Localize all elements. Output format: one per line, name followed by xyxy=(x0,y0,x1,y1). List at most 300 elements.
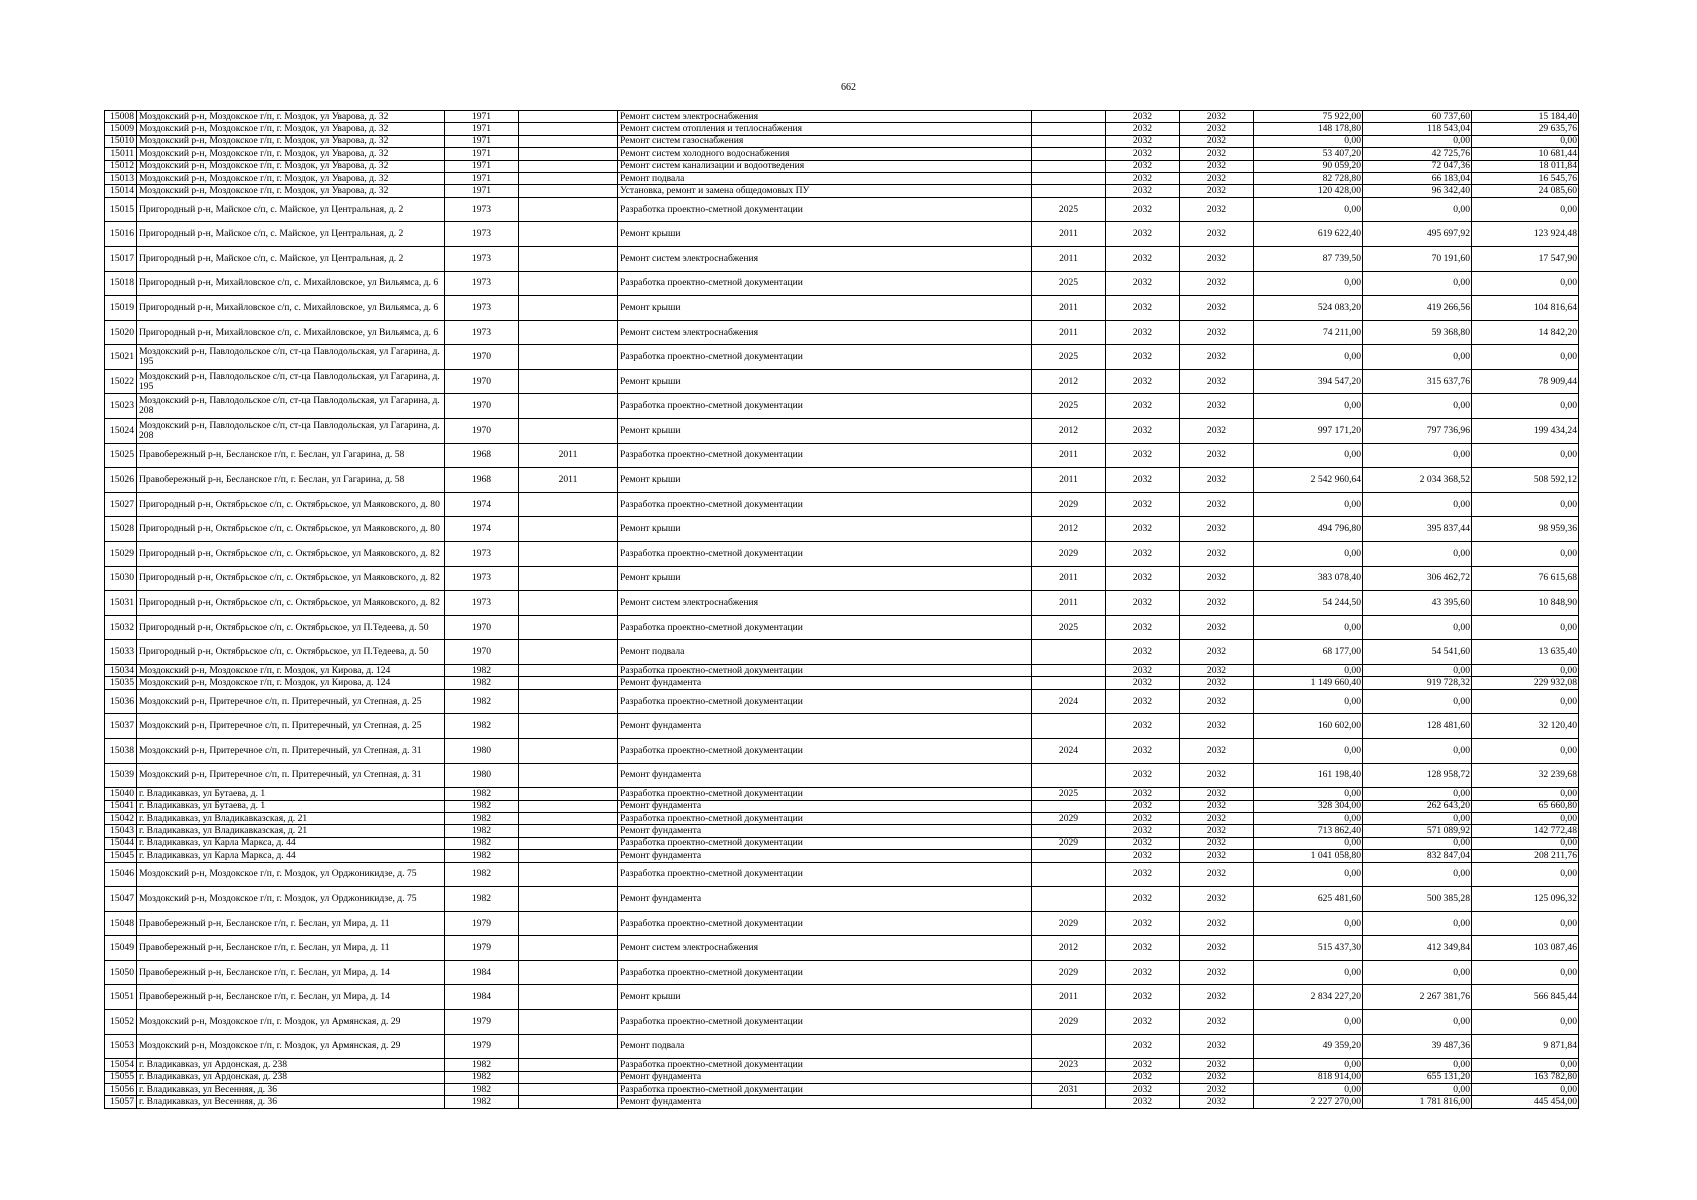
row-number: 15042 xyxy=(105,812,137,824)
fund-cost-cell: 1 781 816,00 xyxy=(1363,1096,1472,1108)
table-row xyxy=(105,640,1579,665)
last-repair-year-cell: 2012 xyxy=(1032,419,1106,444)
year-built-cell: 1971 xyxy=(445,160,519,172)
address-cell: Пригородный р-н, Михайловское с/п, с. Михайловское, ул Вильямса, д. 6 xyxy=(137,271,445,296)
row-number: 15025 xyxy=(105,443,137,468)
fund-cost-cell: 43 395,60 xyxy=(1363,591,1472,616)
table-row xyxy=(105,320,1579,345)
year-built-cell: 1984 xyxy=(445,985,519,1010)
work-type-cell: Ремонт крыши xyxy=(618,566,1032,591)
work-type-cell: Ремонт фундамента xyxy=(618,714,1032,739)
year-commissioned-cell xyxy=(519,1010,618,1035)
owners-cost-cell: 163 782,80 xyxy=(1472,1071,1579,1083)
work-type-cell: Разработка проектно-сметной документации xyxy=(618,542,1032,567)
fund-cost-cell: 500 385,28 xyxy=(1363,887,1472,912)
last-repair-year-cell xyxy=(1032,1034,1106,1059)
owners-cost-cell: 10 848,90 xyxy=(1472,591,1579,616)
plan-end-year-cell: 2032 xyxy=(1180,271,1254,296)
plan-end-year-cell: 2032 xyxy=(1180,135,1254,147)
address-cell: Пригородный р-н, Октябрьское с/п, с. Октябрьское, ул Маяковского, д. 82 xyxy=(137,591,445,616)
plan-end-year-cell: 2032 xyxy=(1180,160,1254,172)
table-row xyxy=(105,296,1579,321)
plan-end-year-cell: 2032 xyxy=(1180,222,1254,247)
last-repair-year-cell: 2012 xyxy=(1032,369,1106,394)
page-number: 662 xyxy=(841,82,856,93)
year-commissioned-cell xyxy=(519,825,618,837)
row-number: 15015 xyxy=(105,197,137,222)
total-cost-cell: 0,00 xyxy=(1254,135,1363,147)
owners-cost-cell: 98 959,36 xyxy=(1472,517,1579,542)
table-row xyxy=(105,985,1579,1010)
plan-end-year-cell: 2032 xyxy=(1180,1084,1254,1096)
row-number: 15020 xyxy=(105,320,137,345)
year-commissioned-cell xyxy=(519,640,618,665)
plan-end-year-cell: 2032 xyxy=(1180,788,1254,800)
plan-start-year-cell: 2032 xyxy=(1106,394,1180,419)
last-repair-year-cell xyxy=(1032,850,1106,862)
fund-cost-cell: 0,00 xyxy=(1363,788,1472,800)
table-row xyxy=(105,763,1579,788)
owners-cost-cell: 76 615,68 xyxy=(1472,566,1579,591)
plan-end-year-cell: 2032 xyxy=(1180,887,1254,912)
work-type-cell: Ремонт крыши xyxy=(618,468,1032,493)
row-number: 15035 xyxy=(105,677,137,689)
plan-start-year-cell: 2032 xyxy=(1106,172,1180,184)
row-number: 15037 xyxy=(105,714,137,739)
total-cost-cell: 120 428,00 xyxy=(1254,185,1363,197)
year-commissioned-cell xyxy=(519,542,618,567)
plan-end-year-cell: 2032 xyxy=(1180,1059,1254,1071)
total-cost-cell: 0,00 xyxy=(1254,911,1363,936)
row-number: 15036 xyxy=(105,689,137,714)
address-cell: г. Владикавказ, ул Весенняя, д. 36 xyxy=(137,1084,445,1096)
last-repair-year-cell xyxy=(1032,123,1106,135)
work-type-cell: Ремонт систем электроснабжения xyxy=(618,936,1032,961)
address-cell: г. Владикавказ, ул Владикавказская, д. 21 xyxy=(137,812,445,824)
total-cost-cell: 997 171,20 xyxy=(1254,419,1363,444)
address-cell: Моздокский р-н, Моздокское г/п, г. Моздок, ул Армянская, д. 29 xyxy=(137,1034,445,1059)
fund-cost-cell: 0,00 xyxy=(1363,345,1472,370)
row-number: 15043 xyxy=(105,825,137,837)
year-commissioned-cell xyxy=(519,185,618,197)
owners-cost-cell: 0,00 xyxy=(1472,960,1579,985)
plan-end-year-cell: 2032 xyxy=(1180,738,1254,763)
plan-start-year-cell: 2032 xyxy=(1106,936,1180,961)
year-commissioned-cell xyxy=(519,123,618,135)
fund-cost-cell: 0,00 xyxy=(1363,960,1472,985)
works-table xyxy=(104,110,1579,1109)
owners-cost-cell: 0,00 xyxy=(1472,911,1579,936)
plan-start-year-cell: 2032 xyxy=(1106,419,1180,444)
owners-cost-cell: 32 239,68 xyxy=(1472,763,1579,788)
total-cost-cell: 713 862,40 xyxy=(1254,825,1363,837)
last-repair-year-cell xyxy=(1032,1096,1106,1108)
plan-end-year-cell: 2032 xyxy=(1180,345,1254,370)
table-row xyxy=(105,566,1579,591)
plan-start-year-cell: 2032 xyxy=(1106,271,1180,296)
work-type-cell: Ремонт систем канализации и водоотведения xyxy=(618,160,1032,172)
year-commissioned-cell xyxy=(519,394,618,419)
work-type-cell: Ремонт фундамента xyxy=(618,850,1032,862)
plan-start-year-cell: 2032 xyxy=(1106,788,1180,800)
row-number: 15051 xyxy=(105,985,137,1010)
fund-cost-cell: 0,00 xyxy=(1363,812,1472,824)
year-built-cell: 1980 xyxy=(445,763,519,788)
last-repair-year-cell xyxy=(1032,148,1106,160)
total-cost-cell: 1 149 660,40 xyxy=(1254,677,1363,689)
owners-cost-cell: 445 454,00 xyxy=(1472,1096,1579,1108)
table-row xyxy=(105,1010,1579,1035)
address-cell: Правобережный р-н, Беcланское г/п, г. Беслан, ул Мира, д. 14 xyxy=(137,985,445,1010)
plan-end-year-cell: 2032 xyxy=(1180,394,1254,419)
address-cell: Пригородный р-н, Майское с/п, с. Майское, ул Центральная, д. 2 xyxy=(137,246,445,271)
fund-cost-cell: 66 183,04 xyxy=(1363,172,1472,184)
year-commissioned-cell xyxy=(519,714,618,739)
plan-end-year-cell: 2032 xyxy=(1180,812,1254,824)
last-repair-year-cell: 2029 xyxy=(1032,911,1106,936)
work-type-cell: Ремонт крыши xyxy=(618,985,1032,1010)
fund-cost-cell: 70 191,60 xyxy=(1363,246,1472,271)
work-type-cell: Разработка проектно-сметной документации xyxy=(618,911,1032,936)
plan-end-year-cell: 2032 xyxy=(1180,837,1254,849)
plan-start-year-cell: 2032 xyxy=(1106,738,1180,763)
plan-end-year-cell: 2032 xyxy=(1180,542,1254,567)
total-cost-cell: 2 542 960,64 xyxy=(1254,468,1363,493)
address-cell: Моздокский р-н, Павлодольское с/п, ст-ца Павлодольская, ул Гагарина, д. 208 xyxy=(137,419,445,444)
address-cell: Моздокский р-н, Моздокское г/п, г. Моздок, ул Уварова, д. 32 xyxy=(137,160,445,172)
work-type-cell: Ремонт крыши xyxy=(618,517,1032,542)
work-type-cell: Разработка проектно-сметной документации xyxy=(618,960,1032,985)
plan-start-year-cell: 2032 xyxy=(1106,800,1180,812)
total-cost-cell: 53 407,20 xyxy=(1254,148,1363,160)
row-number: 15029 xyxy=(105,542,137,567)
plan-start-year-cell: 2032 xyxy=(1106,812,1180,824)
year-commissioned-cell xyxy=(519,1084,618,1096)
plan-start-year-cell: 2032 xyxy=(1106,1084,1180,1096)
total-cost-cell: 74 211,00 xyxy=(1254,320,1363,345)
table-row xyxy=(105,443,1579,468)
table-body xyxy=(105,111,1579,1109)
row-number: 15056 xyxy=(105,1084,137,1096)
address-cell: Пригородный р-н, Октябрьское с/п, с. Октябрьское, ул Маяковского, д. 82 xyxy=(137,566,445,591)
plan-end-year-cell: 2032 xyxy=(1180,911,1254,936)
last-repair-year-cell xyxy=(1032,172,1106,184)
total-cost-cell: 0,00 xyxy=(1254,960,1363,985)
total-cost-cell: 49 359,20 xyxy=(1254,1034,1363,1059)
last-repair-year-cell: 2011 xyxy=(1032,246,1106,271)
year-built-cell: 1974 xyxy=(445,517,519,542)
address-cell: Пригородный р-н, Октябрьское с/п, с. Октябрьское, ул Маяковского, д. 80 xyxy=(137,517,445,542)
year-commissioned-cell: 2011 xyxy=(519,443,618,468)
plan-end-year-cell: 2032 xyxy=(1180,862,1254,887)
owners-cost-cell: 104 816,64 xyxy=(1472,296,1579,321)
fund-cost-cell: 0,00 xyxy=(1363,197,1472,222)
work-type-cell: Ремонт подвала xyxy=(618,1034,1032,1059)
address-cell: Моздокский р-н, Павлодольское с/п, ст-ца Павлодольская, ул Гагарина, д. 195 xyxy=(137,369,445,394)
total-cost-cell: 0,00 xyxy=(1254,443,1363,468)
year-built-cell: 1973 xyxy=(445,246,519,271)
plan-start-year-cell: 2032 xyxy=(1106,148,1180,160)
plan-end-year-cell: 2032 xyxy=(1180,246,1254,271)
year-built-cell: 1970 xyxy=(445,640,519,665)
owners-cost-cell: 16 545,76 xyxy=(1472,172,1579,184)
year-built-cell: 1982 xyxy=(445,1084,519,1096)
table-row xyxy=(105,542,1579,567)
year-built-cell: 1982 xyxy=(445,800,519,812)
plan-end-year-cell: 2032 xyxy=(1180,960,1254,985)
total-cost-cell: 524 083,20 xyxy=(1254,296,1363,321)
row-number: 15055 xyxy=(105,1071,137,1083)
address-cell: Моздокский р-н, Павлодольское с/п, ст-ца Павлодольская, ул Гагарина, д. 208 xyxy=(137,394,445,419)
last-repair-year-cell: 2011 xyxy=(1032,296,1106,321)
plan-start-year-cell: 2032 xyxy=(1106,542,1180,567)
owners-cost-cell: 0,00 xyxy=(1472,812,1579,824)
fund-cost-cell: 0,00 xyxy=(1363,1010,1472,1035)
row-number: 15026 xyxy=(105,468,137,493)
total-cost-cell: 2 834 227,20 xyxy=(1254,985,1363,1010)
owners-cost-cell: 123 924,48 xyxy=(1472,222,1579,247)
plan-end-year-cell: 2032 xyxy=(1180,369,1254,394)
fund-cost-cell: 0,00 xyxy=(1363,665,1472,677)
plan-end-year-cell: 2032 xyxy=(1180,1034,1254,1059)
owners-cost-cell: 10 681,44 xyxy=(1472,148,1579,160)
table-row xyxy=(105,517,1579,542)
address-cell: Моздокский р-н, Притеречное с/п, п. Притеречный, ул Степная, д. 25 xyxy=(137,689,445,714)
year-built-cell: 1982 xyxy=(445,862,519,887)
total-cost-cell: 0,00 xyxy=(1254,689,1363,714)
table-row xyxy=(105,825,1579,837)
plan-end-year-cell: 2032 xyxy=(1180,800,1254,812)
year-built-cell: 1984 xyxy=(445,960,519,985)
total-cost-cell: 82 728,80 xyxy=(1254,172,1363,184)
owners-cost-cell: 125 096,32 xyxy=(1472,887,1579,912)
fund-cost-cell: 42 725,76 xyxy=(1363,148,1472,160)
table-row xyxy=(105,812,1579,824)
table-row xyxy=(105,862,1579,887)
fund-cost-cell: 262 643,20 xyxy=(1363,800,1472,812)
fund-cost-cell: 0,00 xyxy=(1363,271,1472,296)
last-repair-year-cell: 2011 xyxy=(1032,566,1106,591)
plan-start-year-cell: 2032 xyxy=(1106,160,1180,172)
address-cell: Моздокский р-н, Моздокское г/п, г. Моздок, ул Уварова, д. 32 xyxy=(137,111,445,123)
row-number: 15021 xyxy=(105,345,137,370)
last-repair-year-cell: 2023 xyxy=(1032,1059,1106,1071)
table-row xyxy=(105,271,1579,296)
work-type-cell: Ремонт систем холодного водоснабжения xyxy=(618,148,1032,160)
total-cost-cell: 818 914,00 xyxy=(1254,1071,1363,1083)
year-built-cell: 1982 xyxy=(445,825,519,837)
address-cell: Моздокский р-н, Моздокское г/п, г. Моздок, ул Армянская, д. 29 xyxy=(137,1010,445,1035)
work-type-cell: Ремонт систем отопления и теплоснабжения xyxy=(618,123,1032,135)
address-cell: г. Владикавказ, ул Бутаева, д. 1 xyxy=(137,800,445,812)
plan-end-year-cell: 2032 xyxy=(1180,492,1254,517)
plan-start-year-cell: 2032 xyxy=(1106,468,1180,493)
plan-end-year-cell: 2032 xyxy=(1180,936,1254,961)
row-number: 15014 xyxy=(105,185,137,197)
owners-cost-cell: 0,00 xyxy=(1472,345,1579,370)
work-type-cell: Разработка проектно-сметной документации xyxy=(618,788,1032,800)
table-row xyxy=(105,665,1579,677)
table-row xyxy=(105,369,1579,394)
plan-start-year-cell: 2032 xyxy=(1106,135,1180,147)
table-row xyxy=(105,123,1579,135)
owners-cost-cell: 15 184,40 xyxy=(1472,111,1579,123)
owners-cost-cell: 508 592,12 xyxy=(1472,468,1579,493)
plan-start-year-cell: 2032 xyxy=(1106,111,1180,123)
plan-start-year-cell: 2032 xyxy=(1106,566,1180,591)
work-type-cell: Ремонт систем газоснабжения xyxy=(618,135,1032,147)
row-number: 15022 xyxy=(105,369,137,394)
work-type-cell: Ремонт крыши xyxy=(618,222,1032,247)
owners-cost-cell: 0,00 xyxy=(1472,1059,1579,1071)
work-type-cell: Ремонт подвала xyxy=(618,640,1032,665)
year-commissioned-cell xyxy=(519,1071,618,1083)
owners-cost-cell: 0,00 xyxy=(1472,665,1579,677)
plan-end-year-cell: 2032 xyxy=(1180,1071,1254,1083)
owners-cost-cell: 0,00 xyxy=(1472,788,1579,800)
row-number: 15008 xyxy=(105,111,137,123)
fund-cost-cell: 306 462,72 xyxy=(1363,566,1472,591)
year-built-cell: 1982 xyxy=(445,1071,519,1083)
address-cell: Правобережный р-н, Беcланское г/п, г. Беслан, ул Мира, д. 14 xyxy=(137,960,445,985)
plan-end-year-cell: 2032 xyxy=(1180,517,1254,542)
last-repair-year-cell xyxy=(1032,185,1106,197)
year-commissioned-cell xyxy=(519,763,618,788)
last-repair-year-cell xyxy=(1032,665,1106,677)
plan-start-year-cell: 2032 xyxy=(1106,246,1180,271)
total-cost-cell: 0,00 xyxy=(1254,812,1363,824)
year-built-cell: 1971 xyxy=(445,123,519,135)
fund-cost-cell: 571 089,92 xyxy=(1363,825,1472,837)
address-cell: Моздокский р-н, Притеречное с/п, п. Притеречный, ул Степная, д. 31 xyxy=(137,738,445,763)
table-row xyxy=(105,394,1579,419)
work-type-cell: Ремонт систем электроснабжения xyxy=(618,111,1032,123)
fund-cost-cell: 128 481,60 xyxy=(1363,714,1472,739)
last-repair-year-cell xyxy=(1032,135,1106,147)
address-cell: Пригородный р-н, Октябрьское с/п, с. Октябрьское, ул Маяковского, д. 82 xyxy=(137,542,445,567)
year-commissioned-cell xyxy=(519,320,618,345)
total-cost-cell: 625 481,60 xyxy=(1254,887,1363,912)
table-row xyxy=(105,738,1579,763)
table-row xyxy=(105,160,1579,172)
fund-cost-cell: 60 737,60 xyxy=(1363,111,1472,123)
work-type-cell: Разработка проектно-сметной документации xyxy=(618,197,1032,222)
owners-cost-cell: 9 871,84 xyxy=(1472,1034,1579,1059)
row-number: 15031 xyxy=(105,591,137,616)
table-row xyxy=(105,689,1579,714)
work-type-cell: Ремонт систем электроснабжения xyxy=(618,591,1032,616)
year-built-cell: 1968 xyxy=(445,468,519,493)
year-commissioned-cell xyxy=(519,345,618,370)
fund-cost-cell: 0,00 xyxy=(1363,492,1472,517)
table-row xyxy=(105,1059,1579,1071)
year-commissioned-cell xyxy=(519,960,618,985)
table-row xyxy=(105,936,1579,961)
plan-end-year-cell: 2032 xyxy=(1180,197,1254,222)
plan-end-year-cell: 2032 xyxy=(1180,763,1254,788)
table-row xyxy=(105,246,1579,271)
work-type-cell: Ремонт фундамента xyxy=(618,825,1032,837)
total-cost-cell: 160 602,00 xyxy=(1254,714,1363,739)
year-commissioned-cell xyxy=(519,172,618,184)
row-number: 15045 xyxy=(105,850,137,862)
year-built-cell: 1971 xyxy=(445,185,519,197)
plan-start-year-cell: 2032 xyxy=(1106,296,1180,321)
table-row xyxy=(105,185,1579,197)
plan-end-year-cell: 2032 xyxy=(1180,148,1254,160)
address-cell: Моздокский р-н, Моздокское г/п, г. Моздок, ул Орджоникидзе, д. 75 xyxy=(137,862,445,887)
total-cost-cell: 87 739,50 xyxy=(1254,246,1363,271)
owners-cost-cell: 0,00 xyxy=(1472,443,1579,468)
address-cell: Моздокский р-н, Притеречное с/п, п. Притеречный, ул Степная, д. 25 xyxy=(137,714,445,739)
work-type-cell: Разработка проектно-сметной документации xyxy=(618,665,1032,677)
address-cell: г. Владикавказ, ул Бутаева, д. 1 xyxy=(137,788,445,800)
address-cell: Моздокский р-н, Моздокское г/п, г. Моздок, ул Уварова, д. 32 xyxy=(137,148,445,160)
plan-end-year-cell: 2032 xyxy=(1180,825,1254,837)
plan-start-year-cell: 2032 xyxy=(1106,850,1180,862)
year-commissioned-cell xyxy=(519,862,618,887)
owners-cost-cell: 0,00 xyxy=(1472,135,1579,147)
work-type-cell: Разработка проектно-сметной документации xyxy=(618,1010,1032,1035)
plan-start-year-cell: 2032 xyxy=(1106,591,1180,616)
plan-start-year-cell: 2032 xyxy=(1106,517,1180,542)
total-cost-cell: 75 922,00 xyxy=(1254,111,1363,123)
plan-end-year-cell: 2032 xyxy=(1180,985,1254,1010)
address-cell: Моздокский р-н, Моздокское г/п, г. Моздок, ул Уварова, д. 32 xyxy=(137,172,445,184)
work-type-cell: Разработка проектно-сметной документации xyxy=(618,862,1032,887)
row-number: 15049 xyxy=(105,936,137,961)
table-row xyxy=(105,197,1579,222)
work-type-cell: Разработка проектно-сметной документации xyxy=(618,443,1032,468)
year-built-cell: 1982 xyxy=(445,812,519,824)
year-commissioned-cell xyxy=(519,160,618,172)
year-built-cell: 1982 xyxy=(445,1096,519,1108)
work-type-cell: Ремонт подвала xyxy=(618,172,1032,184)
year-built-cell: 1982 xyxy=(445,1059,519,1071)
year-built-cell: 1973 xyxy=(445,591,519,616)
year-commissioned-cell xyxy=(519,591,618,616)
year-commissioned-cell: 2011 xyxy=(519,468,618,493)
year-built-cell: 1970 xyxy=(445,369,519,394)
year-built-cell: 1973 xyxy=(445,271,519,296)
plan-start-year-cell: 2032 xyxy=(1106,443,1180,468)
plan-start-year-cell: 2032 xyxy=(1106,985,1180,1010)
plan-start-year-cell: 2032 xyxy=(1106,320,1180,345)
last-repair-year-cell xyxy=(1032,862,1106,887)
last-repair-year-cell: 2029 xyxy=(1032,812,1106,824)
fund-cost-cell: 0,00 xyxy=(1363,443,1472,468)
year-commissioned-cell xyxy=(519,788,618,800)
total-cost-cell: 0,00 xyxy=(1254,1059,1363,1071)
plan-start-year-cell: 2032 xyxy=(1106,345,1180,370)
year-commissioned-cell xyxy=(519,566,618,591)
year-commissioned-cell xyxy=(519,111,618,123)
year-built-cell: 1971 xyxy=(445,135,519,147)
last-repair-year-cell: 2025 xyxy=(1032,788,1106,800)
address-cell: Моздокский р-н, Моздокское г/п, г. Моздок, ул Уварова, д. 32 xyxy=(137,185,445,197)
row-number: 15012 xyxy=(105,160,137,172)
plan-start-year-cell: 2032 xyxy=(1106,492,1180,517)
fund-cost-cell: 118 543,04 xyxy=(1363,123,1472,135)
row-number: 15057 xyxy=(105,1096,137,1108)
year-built-cell: 1982 xyxy=(445,665,519,677)
table-row xyxy=(105,911,1579,936)
row-number: 15027 xyxy=(105,492,137,517)
fund-cost-cell: 412 349,84 xyxy=(1363,936,1472,961)
year-commissioned-cell xyxy=(519,246,618,271)
row-number: 15038 xyxy=(105,738,137,763)
last-repair-year-cell: 2029 xyxy=(1032,492,1106,517)
